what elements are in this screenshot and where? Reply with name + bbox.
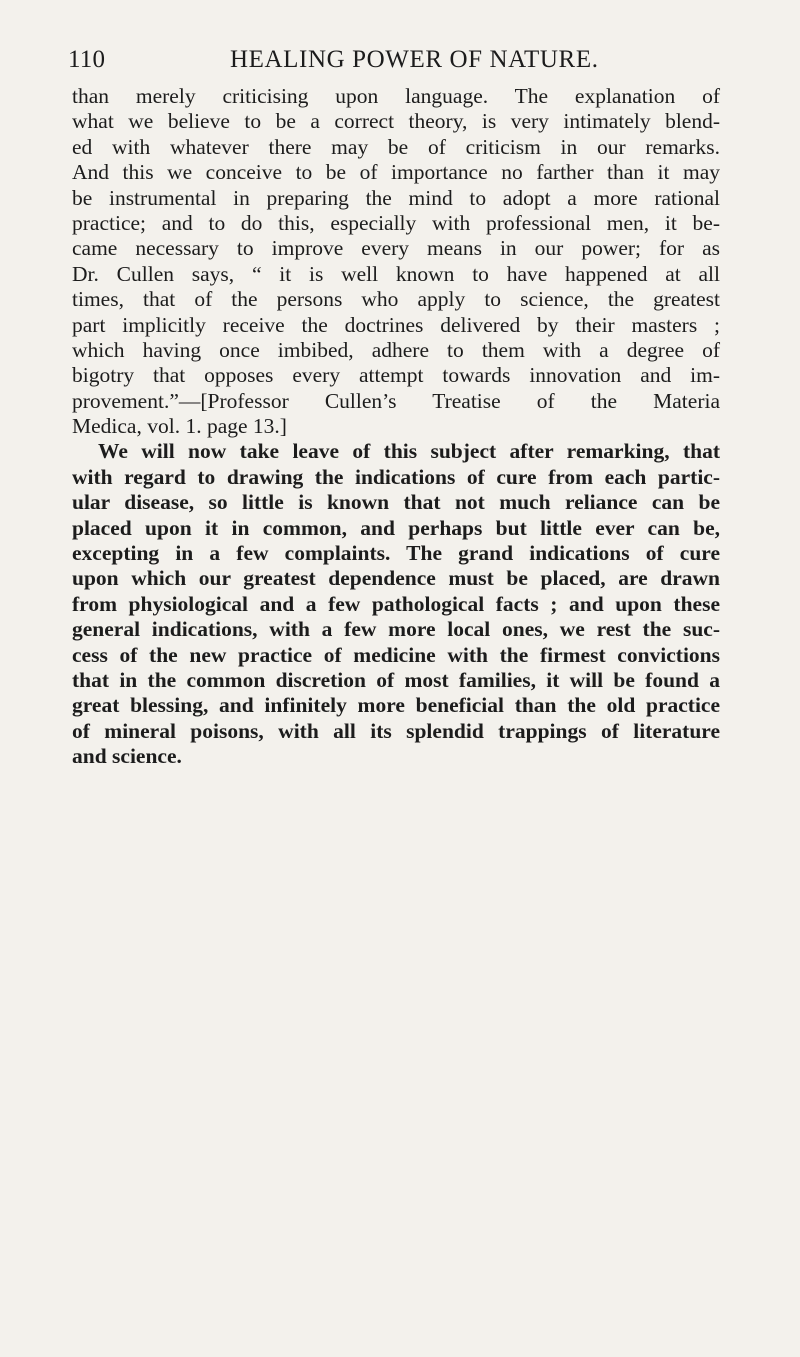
page-number: 110: [68, 46, 106, 73]
paragraph: [72, 84, 720, 439]
text-line: part implicitly receive the doctrines delivered by their masters ;: [72, 312, 720, 337]
text-line: came necessary to improve every means in our power; for as: [72, 236, 720, 261]
body-text: [72, 84, 720, 770]
text-line: than merely criticising upon language. The explanation of: [72, 84, 720, 108]
text-line: general indications, with a few more local ones, we rest the suc-: [72, 617, 720, 642]
text-line: what we believe to be a correct theory, is very intimately blend-: [72, 109, 720, 134]
text-line: Medica, vol. 1. page 13.]: [72, 414, 287, 439]
text-line: ed with whatever there may be of criticism in our remarks.: [72, 134, 720, 159]
running-head: [68, 46, 718, 76]
text-line: placed upon it in common, and perhaps but little ever can be,: [72, 515, 720, 540]
text-line: with regard to drawing the indications of cure from each partic-: [72, 464, 720, 489]
text-line: upon which our greatest dependence must be placed, are drawn: [72, 566, 720, 591]
text-line: practice; and to do this, especially with professional men, it be-: [72, 210, 720, 235]
text-line: ular disease, so little is known that not much reliance can be: [72, 490, 720, 515]
text-line: Dr. Cullen says, “ it is well known to have happened at all: [72, 261, 720, 286]
paragraph: [72, 439, 720, 769]
text-line: and science.: [72, 744, 182, 769]
text-line: And this we conceive to be of importance no farther than it may: [72, 160, 720, 185]
text-line: which having once imbibed, adhere to them with a degree of: [72, 337, 720, 362]
running-title: HEALING POWER OF NATURE.: [230, 46, 599, 73]
text-line: of mineral poisons, with all its splendid trappings of literature: [72, 718, 720, 743]
text-line: bigotry that opposes every attempt towards innovation and im-: [72, 363, 720, 388]
text-line: We will now take leave of this subject after remarking, that: [98, 439, 720, 464]
text-line: excepting in a few complaints. The grand indications of cure: [72, 541, 720, 566]
text-line: from physiological and a few pathological facts ; and upon these: [72, 591, 720, 616]
text-line: great blessing, and infinitely more beneficial than the old practice: [72, 693, 720, 718]
text-line: times, that of the persons who apply to science, the greatest: [72, 287, 720, 312]
text-line: cess of the new practice of medicine with the firmest convictions: [72, 642, 720, 667]
text-line: provement.”—[Professor Cullen’s Treatise of the Materia: [72, 388, 720, 413]
text-line: that in the common discretion of most families, it will be found a: [72, 667, 720, 692]
text-line: be instrumental in preparing the mind to adopt a more rational: [72, 185, 720, 210]
